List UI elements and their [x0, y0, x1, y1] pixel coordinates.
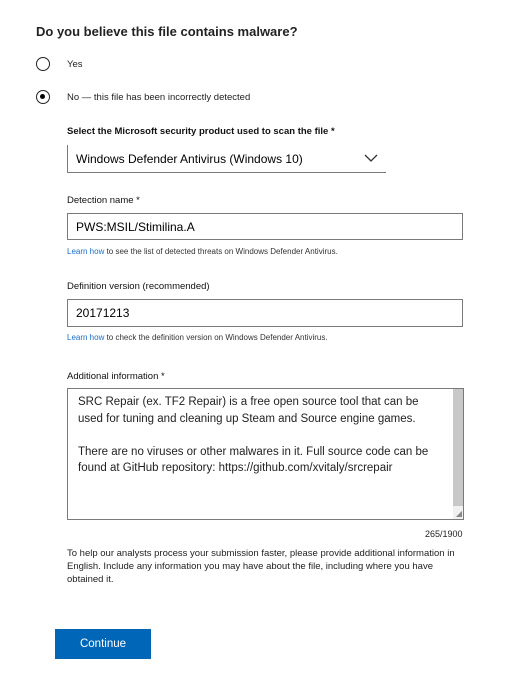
help-text: To help our analysts process your submission faster, please provide additional information in English. Include any information you may have about the file, including where you have obtained it. — [67, 548, 455, 585]
additional-info-textarea[interactable] — [67, 388, 464, 520]
page-question: Do you believe this file contains malware? — [36, 24, 298, 39]
continue-button[interactable]: Continue — [55, 629, 151, 659]
radio-yes[interactable] — [36, 57, 50, 71]
detection-name-value: PWS:MSIL/Stimilina.A — [76, 219, 195, 234]
additional-label: Additional information * — [67, 371, 165, 382]
char-counter: 265/1900 — [425, 529, 463, 539]
detection-label: Detection name * — [67, 195, 140, 206]
radio-no[interactable] — [36, 90, 50, 104]
textarea-scrollbar[interactable] — [453, 389, 463, 519]
resize-grip-icon[interactable]: ◢ — [455, 509, 462, 518]
additional-info-text: SRC Repair (ex. TF2 Repair) is a free open source tool that can be used for tuning and cleaning up Steam and Source engine games. There are no viruses or other malwares in it. Full source code can be found at GitHub repository: https://github.com/xvitaly/srcrepair — [78, 396, 429, 474]
product-select[interactable] — [67, 145, 386, 173]
scrollbar-thumb[interactable] — [453, 389, 463, 506]
radio-no-dot — [40, 94, 45, 99]
detection-hint-text: to see the list of detected threats on Windows Defender Antivirus. — [104, 247, 338, 256]
product-select-value: Windows Defender Antivirus (Windows 10) — [76, 151, 303, 166]
radio-no-label[interactable]: No — this file has been incorrectly detected — [67, 92, 251, 103]
radio-yes-label[interactable]: Yes — [67, 59, 83, 70]
definition-version-input[interactable] — [67, 299, 463, 327]
definition-learn-how-link[interactable]: Learn how — [67, 333, 105, 342]
detection-hint — [67, 247, 338, 256]
chevron-down-icon — [364, 154, 378, 163]
detection-name-input[interactable] — [67, 213, 463, 240]
definition-version-value: 20171213 — [76, 306, 130, 320]
definition-label: Definition version (recommended) — [67, 281, 210, 292]
definition-hint-text: to check the definition version on Windows Defender Antivirus. — [104, 333, 328, 342]
definition-hint — [67, 333, 328, 342]
product-label: Select the Microsoft security product used to scan the file * — [67, 126, 335, 137]
detection-learn-how-link[interactable]: Learn how — [67, 247, 105, 256]
